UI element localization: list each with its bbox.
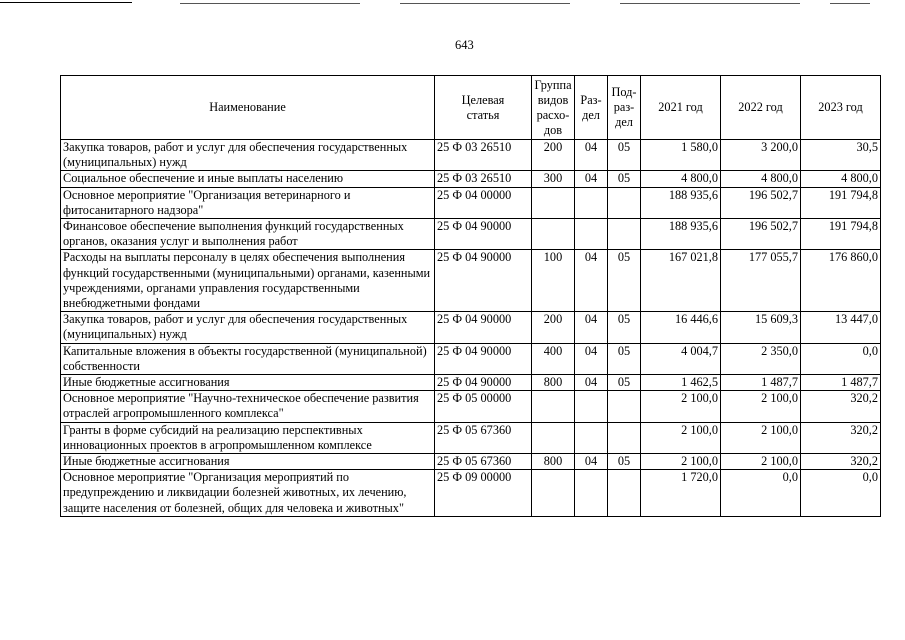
scan-edge-line [830,3,870,4]
cell-year-2023: 0,0 [801,343,881,374]
table-row [61,470,881,517]
cell-expense-group [532,391,575,422]
cell-expense-group: 800 [532,375,575,391]
cell-expense-group: 200 [532,312,575,343]
header-year-2023: 2023 год [801,76,881,140]
cell-year-2022: 2 100,0 [721,391,801,422]
header-section-line: Раз- [580,92,602,107]
cell-name: Основное мероприятие "Организация ветеринарного и фитосанитарного надзора" [61,187,435,218]
cell-expense-group: 100 [532,250,575,312]
table-row [61,140,881,171]
header-section-line: дел [582,107,600,122]
scan-edge-line [400,3,570,4]
cell-year-2022: 3 200,0 [721,140,801,171]
cell-year-2023: 320,2 [801,454,881,470]
cell-year-2021: 4 800,0 [641,171,721,187]
scan-edge-line [180,3,360,4]
cell-target-article: 25 Ф 05 67360 [435,454,532,470]
cell-target-article: 25 Ф 09 00000 [435,470,532,517]
cell-name: Иные бюджетные ассигнования [61,375,435,391]
cell-section: 04 [575,343,608,374]
cell-year-2023: 4 800,0 [801,171,881,187]
cell-year-2021: 1 720,0 [641,470,721,517]
table-row [61,171,881,187]
cell-year-2021: 1 580,0 [641,140,721,171]
cell-year-2022: 15 609,3 [721,312,801,343]
cell-year-2022: 177 055,7 [721,250,801,312]
cell-section: 04 [575,454,608,470]
cell-year-2021: 2 100,0 [641,422,721,453]
cell-target-article: 25 Ф 04 90000 [435,375,532,391]
table-row [61,187,881,218]
cell-year-2023: 0,0 [801,470,881,517]
cell-target-article: 25 Ф 03 26510 [435,171,532,187]
cell-expense-group: 200 [532,140,575,171]
cell-name: Социальное обеспечение и иные выплаты населению [61,171,435,187]
table-row [61,454,881,470]
cell-year-2022: 2 350,0 [721,343,801,374]
header-target-line: статья [466,107,500,122]
cell-target-article: 25 Ф 05 00000 [435,391,532,422]
page-number: 643 [455,38,474,52]
cell-year-2021: 16 446,6 [641,312,721,343]
scan-edge-line [620,3,800,4]
cell-name: Основное мероприятие "Научно-техническое обеспечение развития отраслей агропромышленного комплекса" [61,391,435,422]
cell-expense-group [532,422,575,453]
cell-year-2023: 13 447,0 [801,312,881,343]
cell-section: 04 [575,312,608,343]
cell-year-2023: 320,2 [801,391,881,422]
cell-subsection: 05 [608,343,641,374]
cell-year-2023: 320,2 [801,422,881,453]
cell-subsection: 05 [608,250,641,312]
table-row [61,375,881,391]
cell-year-2021: 4 004,7 [641,343,721,374]
cell-subsection [608,391,641,422]
cell-subsection [608,219,641,250]
cell-section: 04 [575,375,608,391]
cell-subsection: 05 [608,171,641,187]
cell-name: Капитальные вложения в объекты государственной (муниципальной) собственности [61,343,435,374]
cell-year-2022: 2 100,0 [721,422,801,453]
cell-year-2022: 1 487,7 [721,375,801,391]
table-body [61,140,881,517]
header-year-2022: 2022 год [721,76,801,140]
cell-target-article: 25 Ф 04 90000 [435,219,532,250]
header-section [575,76,608,140]
header-subsection-line: раз- [613,100,635,114]
header-expense-group [532,76,575,140]
cell-year-2021: 2 100,0 [641,454,721,470]
cell-name: Закупка товаров, работ и услуг для обеспечения государственных (муниципальных) нужд [61,312,435,343]
cell-expense-group [532,187,575,218]
cell-year-2022: 2 100,0 [721,454,801,470]
cell-name: Финансовое обеспечение выполнения функций государственных органов, оказания услуг и выполнения работ [61,219,435,250]
cell-subsection [608,470,641,517]
cell-year-2023: 30,5 [801,140,881,171]
cell-section [575,187,608,218]
table-row [61,312,881,343]
table-row [61,219,881,250]
cell-year-2021: 188 935,6 [641,219,721,250]
cell-target-article: 25 Ф 04 90000 [435,312,532,343]
cell-expense-group [532,219,575,250]
cell-year-2021: 1 462,5 [641,375,721,391]
cell-year-2021: 188 935,6 [641,187,721,218]
cell-target-article: 25 Ф 04 90000 [435,250,532,312]
cell-target-article: 25 Ф 04 00000 [435,187,532,218]
table-row [61,343,881,374]
cell-expense-group [532,470,575,517]
cell-target-article: 25 Ф 05 67360 [435,422,532,453]
cell-year-2022: 4 800,0 [721,171,801,187]
cell-subsection: 05 [608,312,641,343]
cell-section: 04 [575,140,608,171]
cell-section: 04 [575,171,608,187]
cell-section [575,219,608,250]
cell-name: Закупка товаров, работ и услуг для обеспечения государственных (муниципальных) нужд [61,140,435,171]
cell-section [575,470,608,517]
cell-subsection: 05 [608,375,641,391]
cell-name: Основное мероприятие "Организация мероприятий по предупреждению и ликвидации болезней животных, их лечению, защите населения от болезней, общих для человека и животных" [61,470,435,517]
cell-expense-group: 800 [532,454,575,470]
cell-name: Расходы на выплаты персоналу в целях обеспечения выполнения функций государственными (муниципальными) органами, казенными учреждениями, органами управления государственными внебюджетными фондами [61,250,435,312]
header-group-line: Группа [534,77,572,92]
cell-subsection: 05 [608,140,641,171]
cell-name: Иные бюджетные ассигнования [61,454,435,470]
cell-name: Гранты в форме субсидий на реализацию перспективных инновационных проектов в агропромышленном комплексе [61,422,435,453]
cell-year-2022: 196 502,7 [721,219,801,250]
table-row [61,391,881,422]
header-subsection [608,76,641,140]
cell-section [575,391,608,422]
cell-year-2023: 1 487,7 [801,375,881,391]
cell-year-2021: 167 021,8 [641,250,721,312]
cell-year-2022: 0,0 [721,470,801,517]
cell-year-2021: 2 100,0 [641,391,721,422]
cell-section: 04 [575,250,608,312]
cell-section [575,422,608,453]
cell-year-2023: 191 794,8 [801,187,881,218]
budget-table [60,75,881,517]
cell-subsection [608,422,641,453]
cell-subsection: 05 [608,454,641,470]
cell-expense-group: 300 [532,171,575,187]
header-subsection-line: дел [615,115,633,129]
header-group-line: видов [537,92,569,107]
table-row [61,250,881,312]
scan-edge-line [0,2,132,3]
cell-year-2023: 191 794,8 [801,219,881,250]
table-row [61,422,881,453]
cell-subsection [608,187,641,218]
cell-expense-group: 400 [532,343,575,374]
cell-target-article: 25 Ф 04 90000 [435,343,532,374]
header-subsection-line: Под- [611,85,637,99]
header-target-article [435,76,532,140]
header-group-line: дов [543,122,563,137]
header-group-line: расхо- [536,107,570,122]
header-target-line: Целевая [461,92,505,107]
cell-target-article: 25 Ф 03 26510 [435,140,532,171]
cell-year-2023: 176 860,0 [801,250,881,312]
table-header-row [61,76,881,140]
header-name: Наименование [61,76,435,140]
header-year-2021: 2021 год [641,76,721,140]
cell-year-2022: 196 502,7 [721,187,801,218]
